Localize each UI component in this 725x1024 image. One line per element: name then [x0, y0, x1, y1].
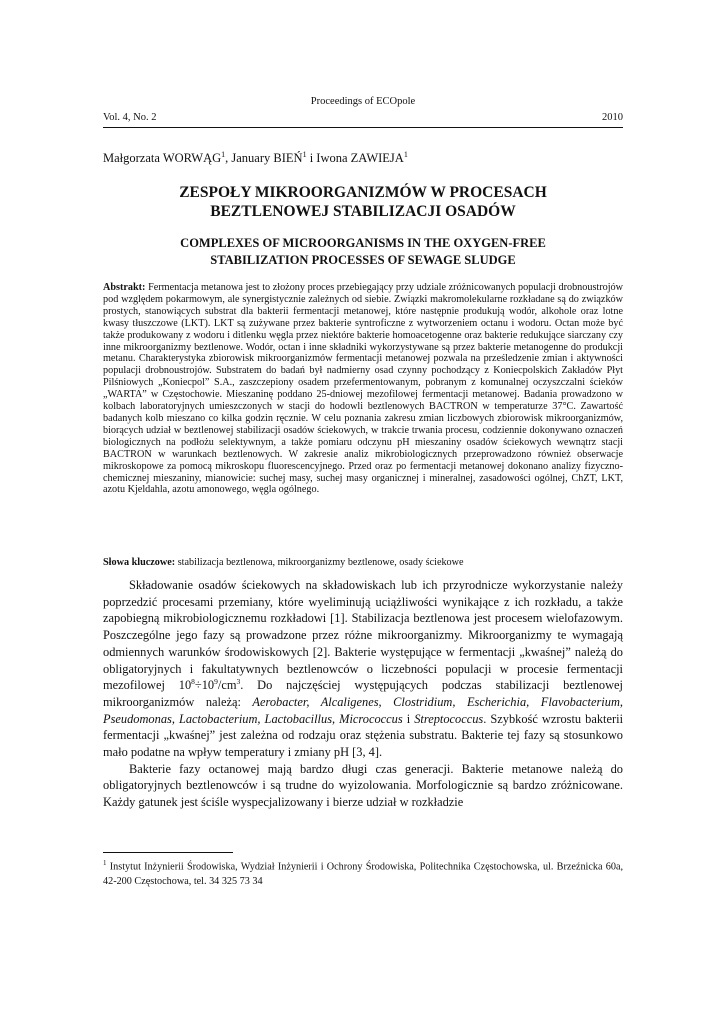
paper-title-polish — [103, 183, 623, 221]
journal-title: Proceedings of ECOpole — [310, 96, 416, 107]
abstract-label: Abstrakt: — [103, 282, 146, 293]
text-run: Składowanie osadów ściekowych na składowiskach lub ich przyrodnicze wykorzystanie należy poprzedzić procesami przemiany, które wyeliminują uciążliwości wynikające z ich rozkładu, a także zapobiegną mikrobiologicznemu rozkładowi [1]. Stabilizacja beztlenowa jest procesem wielofazowym. Poszczególne jego fazy są prowadzone przez różne mikroorganizmy. Mikroorganizmy te wymagają odmiennych warunków środowiskowych [2]. Bakterie występujące w fermentacji „kwaśnej” należą do obligatoryjnych i fakultatywnych beztlenowców o liczebności populacji w procesie fermentacji mezofilowej 10 — [103, 578, 623, 693]
text-run: i — [402, 711, 415, 726]
genus-name: Streptococcus — [414, 711, 484, 726]
keywords-text: stabilizacja beztlenowa, mikroorganizmy beztlenowe, osady ściekowe — [177, 557, 464, 568]
footnote-divider — [103, 852, 233, 853]
title-line: ZESPOŁY MIKROORGANIZMÓW W PROCESACH — [179, 184, 547, 201]
year-label: 2010 — [602, 112, 623, 123]
author-separator: , — [225, 151, 232, 166]
author-separator: i — [306, 151, 317, 166]
abstract — [103, 282, 623, 496]
affiliation-mark: 1 — [403, 150, 408, 159]
footnote-mark: 1 — [103, 859, 107, 867]
keywords — [103, 557, 623, 569]
exponent: 9 — [214, 677, 218, 687]
text-run: /cm — [217, 678, 237, 693]
header-divider — [103, 127, 623, 128]
author-name: Małgorzata WORWĄG — [103, 151, 222, 166]
author-name: January BIEŃ — [231, 151, 303, 166]
volume-label: Vol. 4, No. 2 — [103, 112, 157, 123]
genus-list: Aerobacter, Alcaligenes, Clostridium, Escherichia, Flavobacterium, Pseudomonas, Lactobacterium, Lactobacillus, Micrococcus — [103, 694, 623, 726]
title-line: STABILIZATION PROCESSES OF SEWAGE SLUDGE — [210, 253, 516, 267]
exponent: 3 — [236, 677, 241, 687]
footnote-text: Instytut Inżynierii Środowiska, Wydział Inżynierii i Ochrony Środowiska, Politechnika Częstochowska, ul. Brzeźnicka 60a, 42-200 Częstochowa, tel. 34 325 73 34 — [103, 861, 624, 888]
title-line: COMPLEXES OF MICROORGANISMS IN THE OXYGEN-FREE — [180, 236, 546, 250]
keywords-label: Słowa kluczowe: — [103, 557, 176, 568]
text-run: . Do najczęściej występujących podczas stabilizacji beztlenowej mikroorganizmów należą: — [103, 678, 623, 709]
text-run: ÷10 — [194, 678, 215, 693]
affiliation-mark: 1 — [221, 150, 226, 159]
author-name: Iwona ZAWIEJA — [316, 151, 404, 166]
affiliation-mark: 1 — [302, 150, 307, 159]
footnote — [103, 856, 623, 889]
text-run: . Szybkość wzrostu bakterii fermentacji „kwaśnej” jest zależna od rodzaju oraz stężenia substratu. Bakterie tej fazy są stosunkowo mało podatne na wpływ temperatury i zmiany pH [3, 4]. — [103, 711, 624, 760]
author-list — [103, 150, 623, 166]
paragraph: Bakterie fazy octanowej mają bardzo długi czas generacji. Bakterie metanowe należą do obligatoryjnych beztlenowców i są trudne do wyizolowania. Morfologicznie są bardzo zróżnicowane. Każdy gatunek jest ściśle wyspecjalizowany i bierze udział w rozkładzie — [103, 761, 623, 810]
paper-title-english — [103, 235, 623, 269]
title-line: BEZTLENOWEJ STABILIZACJI OSADÓW — [210, 203, 516, 220]
main-text — [103, 577, 623, 811]
abstract-text: Fermentacja metanowa jest to złożony proces przebiegający przy udziale zróżnicowanych populacji drobnoustrojów pod względem pokarmowym, ale synergistycznie zależnych od siebie. Związki makromolekularne rozkładane są do związków prostych, stanowiących substrat dla bakterii fermentacji metanowej, które następnie produkują wodór, alkohole oraz lotne kwasy tłuszczowe (LKT). LKT są zużywane przez bakterie syntroficzne z wytworzeniem octanu i wodoru. Octan może być także produkowany z wodoru i ditlenku węgla przez niektóre bakterie homoacetogenne oraz bakterie redukujące siarczany czy inne mikroorganizmy beztlenowe. Wodór, octan i inne składniki wykorzystywane są przez bakterie metanogenne do produkcji metanu. Charakterystyka zbiorowisk mikroorganizmów fermentacji metanowej pozwala na prześledzenie zmian i aktywności populacji drobnoustrojów. Substratem do badań był nadmierny osad czynny pochodzący z Koniecpolskich Zakładów Płyt Pilśniowych „Koniecpol” S.A., zaszczepiony osadem przefermentowanym, pobranym z komunalnej oczyszczalni ścieków „WARTA” w Częstochowie. Mieszaninę poddano 25-dniowej mezofilowej fermentacji metanowej. Badania prowadzono w kolbach laboratoryjnych umieszczonych w stacji do hodowli beztlenowych BACTRON w temperaturze 37°C. Zawartość badanych kolb mieszano co kilka godzin ręcznie. W celu poznania zakresu zmian liczbowych zbiorowisk mikroorganizmów, biorących udział w beztlenowej stabilizacji osadów ściekowych, w trakcie trwania procesu, codziennie dokonywano oznaczeń biologicznych na podłożu selektywnym, a także pomiaru odczynu pH mieszaniny osadów ściekowych wewnątrz stacji BACTRON w warunkach beztlenowych. W zakresie analiz mikrobiologicznych przeprowadzono również obserwacje mikroskopowe za pomocą mikroskopu fluorescencyjnego. Przed oraz po fermentacji metanowej dokonano analizy fizyczno-chemicznej mieszaniny, mianowicie: suchej masy, suchej masy organicznej i mineralnej, zasadowości ogólnej, ChZT, LKT, azotu Kjeldahla, azotu amonowego, węgla ogólnego. — [103, 282, 624, 496]
paragraph — [103, 577, 623, 761]
exponent: 8 — [191, 677, 195, 687]
